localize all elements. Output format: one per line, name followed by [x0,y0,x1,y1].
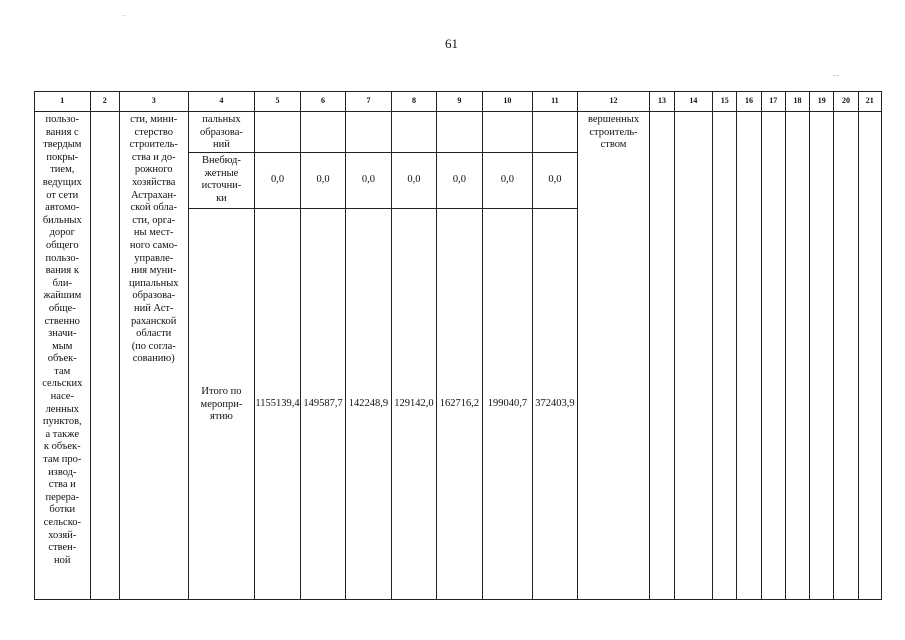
object-description: пользо- вания с твердым покры- тием, ведущих от сети автомо- бильных дорог общего пользо- вания к бли- жайшим обще- ственно значи- мым объек- там сельских насе- ленных пунктов, а также к объек- там про- извод- ства и перера- ботки сельско- хозяй- ствен- ной [42,114,83,566]
value-cell: 162716,2 [437,209,482,600]
value-cell: 0,0 [482,153,533,209]
value-cell: 142248,9 [346,209,391,600]
funding-source: Итого по меропри- ятию [200,386,243,423]
empty-cell [761,112,785,600]
col-header: 12 [577,92,650,112]
result-cell [577,112,650,600]
value-cell: 149587,7 [300,209,345,600]
col-header: 9 [437,92,482,112]
empty-cell [90,112,119,600]
value-cell [437,112,482,153]
col-header: 3 [119,92,188,112]
empty-cell [785,112,809,600]
empty-cell [737,112,761,600]
col-header: 11 [533,92,577,112]
empty-cell [713,112,737,600]
value-cell: 1155139,4 [255,209,300,600]
empty-cell [834,112,858,600]
col-header: 1 [35,92,91,112]
empty-cell [858,112,881,600]
value-cell: 129142,0 [391,209,436,600]
table-row [35,112,882,153]
col-header: 14 [674,92,712,112]
col-header: 10 [482,92,533,112]
executors-cell [119,112,188,600]
header-row [35,92,882,112]
col-header: 15 [713,92,737,112]
value-cell: 199040,7 [482,209,533,600]
col-header: 2 [90,92,119,112]
col-header: 5 [255,92,300,112]
col-header: 6 [300,92,345,112]
result-text: вершенных строитель- ством [587,114,640,151]
value-cell [533,112,577,153]
empty-cell [650,112,674,600]
value-cell [346,112,391,153]
executors-text: сти, мини- стерство строитель- ства и до- рожного хозяйства Астрахан- ской обла- сти, орга- ны мест- ного само- управле- ния муни- ципальных образова- ний Аст- раханской области (по согла- сованию) [128,114,179,365]
value-cell: 0,0 [533,153,577,209]
scan-speck: - - [833,73,839,79]
value-cell: 372403,9 [533,209,577,600]
funding-source: Внебюд- жетные источни- ки [201,155,242,204]
funding-source-cell [188,209,255,600]
funding-source-cell [188,112,255,153]
budget-table [34,91,882,600]
page-number: 61 [445,36,458,51]
col-header: 20 [834,92,858,112]
col-header: 16 [737,92,761,112]
col-header: 13 [650,92,674,112]
value-cell [255,112,300,153]
object-description-cell [35,112,91,600]
value-cell: 0,0 [437,153,482,209]
empty-cell [810,112,834,600]
value-cell: 0,0 [346,153,391,209]
value-cell: 0,0 [391,153,436,209]
col-header: 17 [761,92,785,112]
value-cell [391,112,436,153]
funding-source-cell [188,153,255,209]
col-header: 18 [785,92,809,112]
value-cell: 0,0 [300,153,345,209]
funding-source: пальных образова- ний [200,114,243,151]
col-header: 7 [346,92,391,112]
col-header: 19 [810,92,834,112]
value-cell [300,112,345,153]
value-cell: 0,0 [255,153,300,209]
scan-speck: .. [122,12,125,18]
value-cell [482,112,533,153]
empty-cell [674,112,712,600]
col-header: 21 [858,92,881,112]
col-header: 4 [188,92,255,112]
col-header: 8 [391,92,436,112]
